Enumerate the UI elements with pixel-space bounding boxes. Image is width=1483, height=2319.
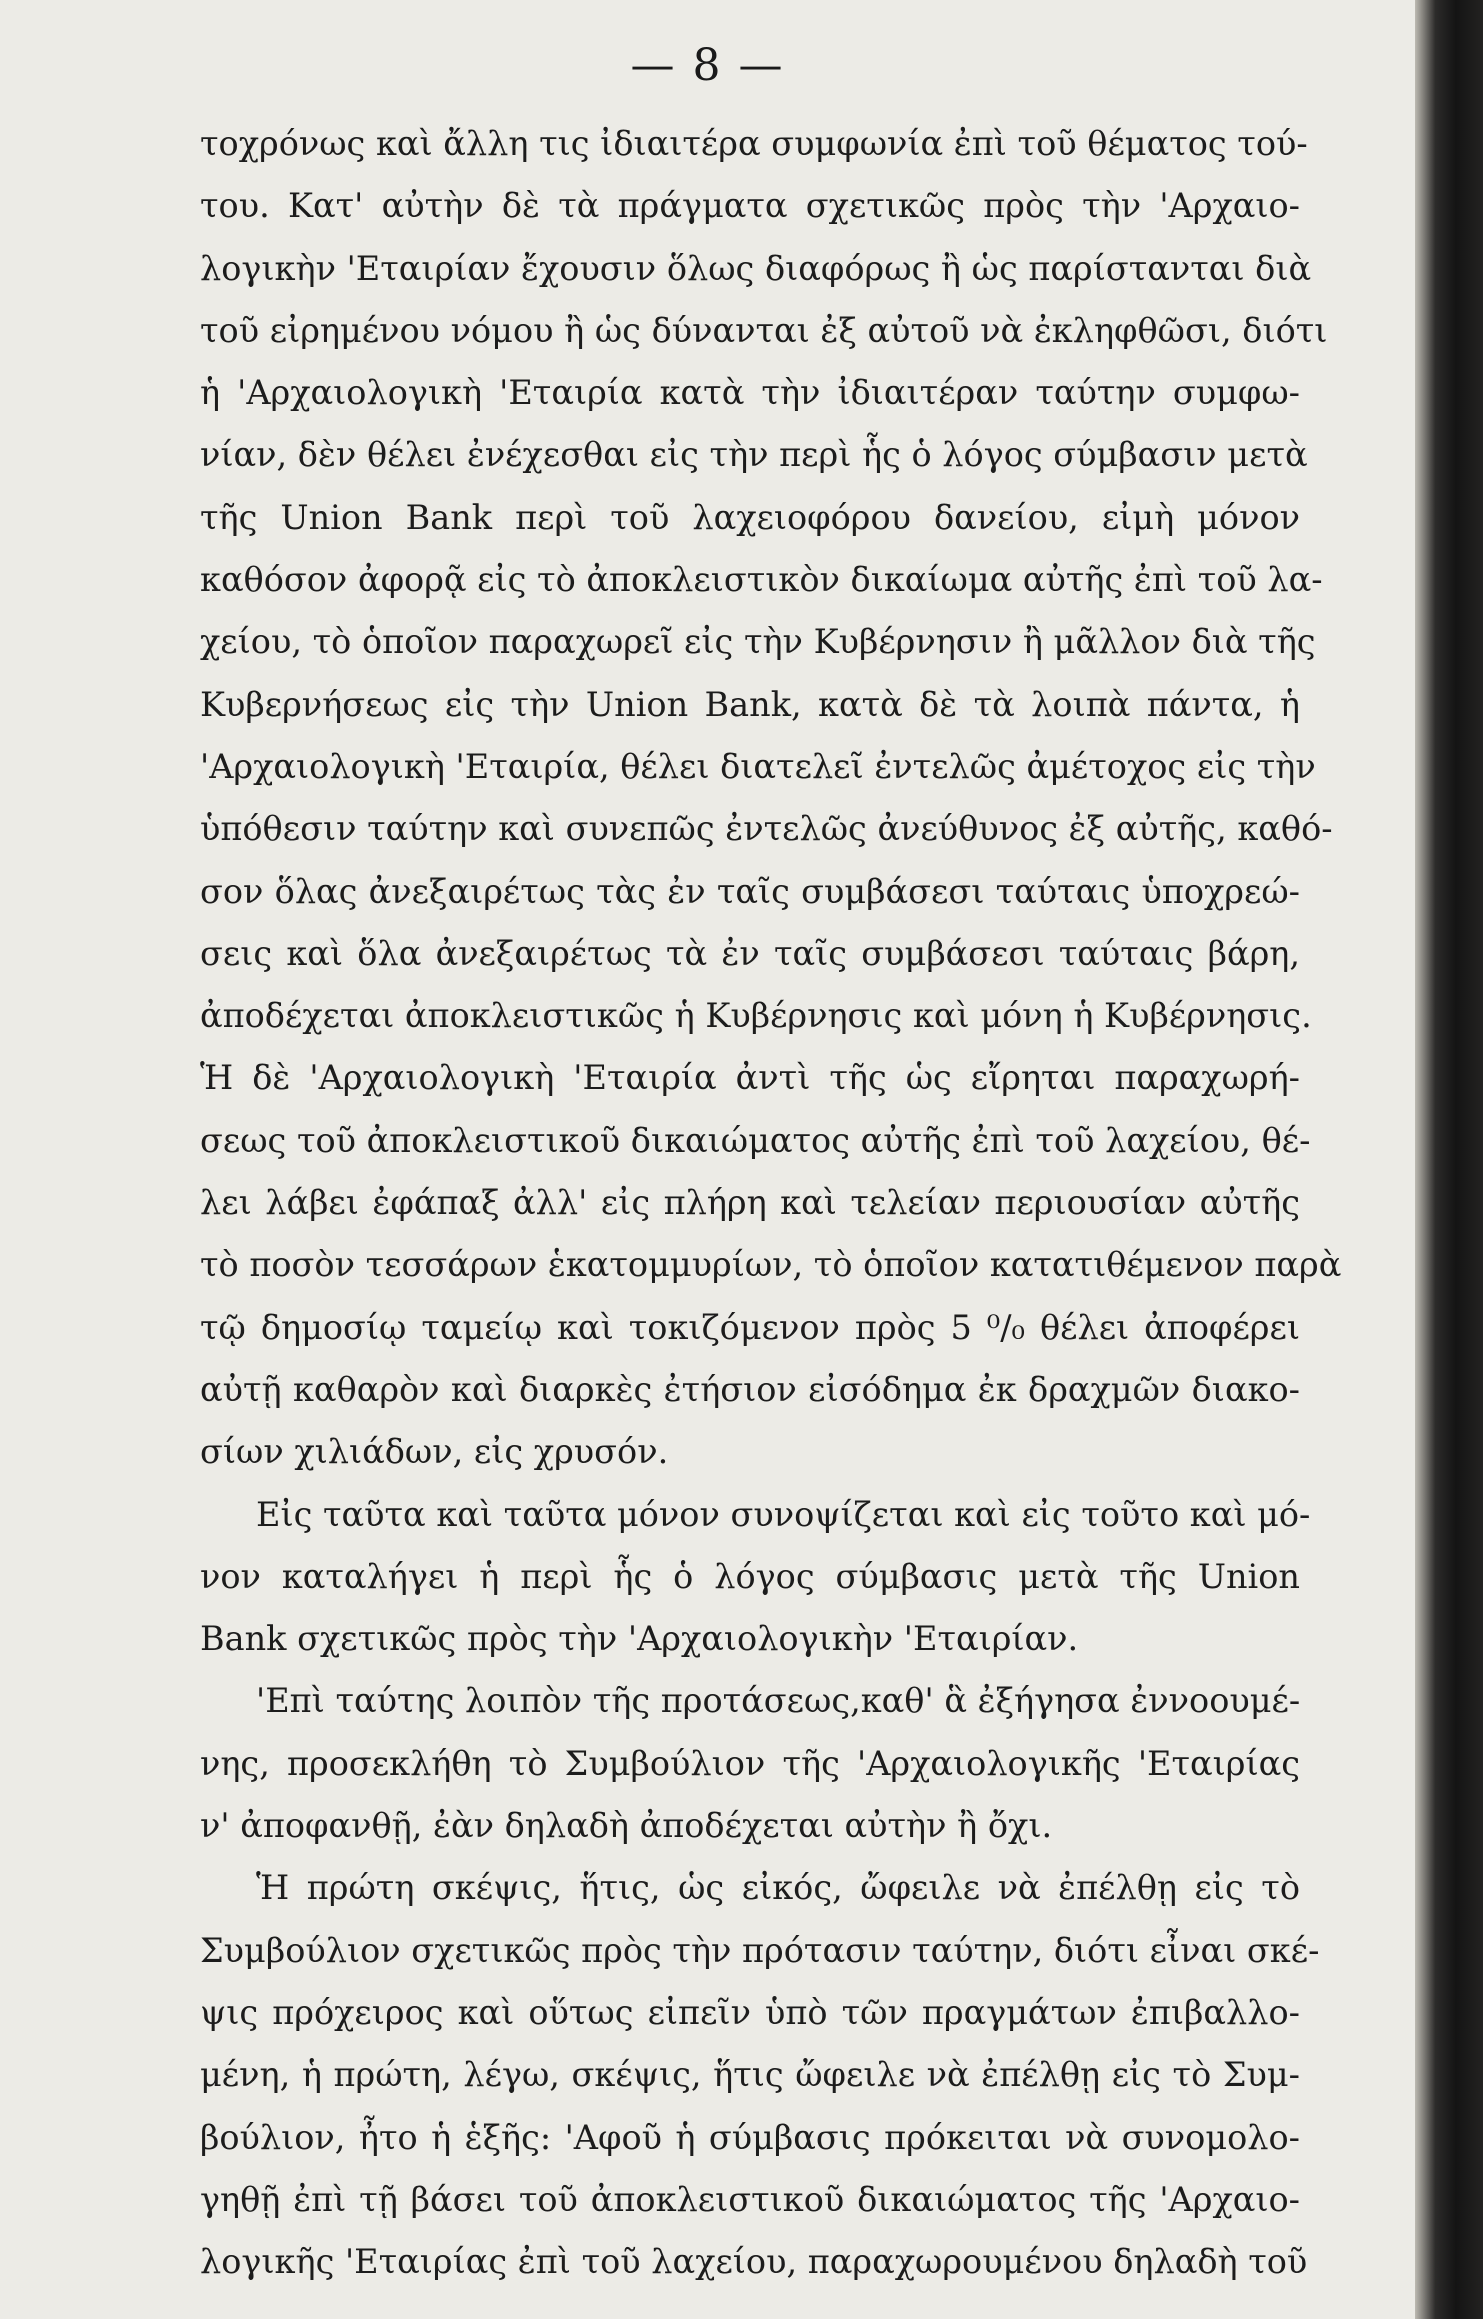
text-line: βούλιον, ἦτο ἡ ἑξῆς: 'Αφοῦ ἡ σύμβασις πρόκειται νὰ συνομολο- xyxy=(200,2117,1300,2157)
text-line: τῆς Union Bank περὶ τοῦ λαχειοφόρου δανείου, εἰμὴ μόνον xyxy=(200,497,1300,537)
text-line: μένη, ἡ πρώτη, λέγω, σκέψις, ἥτις ὤφειλε νὰ ἐπέλθῃ εἰς τὸ Συμ- xyxy=(200,2055,1300,2095)
text-line: γηθῇ ἐπὶ τῇ βάσει τοῦ ἀποκλειστικοῦ δικαιώματος τῆς 'Αρχαιο- xyxy=(200,2179,1300,2219)
body-text xyxy=(200,113,1342,2293)
text-line: νον καταλήγει ἡ περὶ ἧς ὁ λόγος σύμβασις μετὰ τῆς Union xyxy=(200,1556,1300,1596)
text-line: λει λάβει ἐφάπαξ ἀλλ' εἰς πλήρη καὶ τελείαν περιουσίαν αὐτῆς xyxy=(200,1183,1300,1223)
text-line: νης, προσεκλήθη τὸ Συμβούλιον τῆς 'Αρχαιολογικῆς 'Εταιρίας xyxy=(200,1743,1300,1783)
text-line: σον ὅλας ἀνεξαιρέτως τὰς ἐν ταῖς συμβάσεσι ταύταις ὑποχρεώ- xyxy=(200,871,1300,911)
text-line: τοχρόνως καὶ ἄλλη τις ἰδιαιτέρα συμφωνία ἐπὶ τοῦ θέματος τού- xyxy=(200,124,1308,163)
text-line: λογικῆς 'Εταιρίας ἐπὶ τοῦ λαχείου, παραχωρουμένου δηλαδὴ τοῦ xyxy=(200,2242,1308,2282)
text-line: ἀποδέχεται ἀποκλειστικῶς ἡ Κυβέρνησις καὶ μόνη ἡ Κυβέρνησις. xyxy=(200,996,1312,1036)
text-line: τοῦ εἰρημένου νόμου ἢ ὡς δύνανται ἐξ αὐτοῦ νὰ ἐκληφθῶσι, διότι xyxy=(200,310,1328,350)
text-line: 'Επὶ ταύτης λοιπὸν τῆς προτάσεως,καθ' ἃ ἐξήγησα ἐννοουμέ- xyxy=(256,1681,1301,1721)
text-line: αὐτῇ καθαρὸν καὶ διαρκὲς ἐτήσιον εἰσόδημα ἐκ δραχμῶν διακο- xyxy=(200,1369,1300,1409)
text-line: ν' ἀποφανθῇ, ἐὰν δηλαδὴ ἀποδέχεται αὐτὴν ἢ ὄχι. xyxy=(200,1806,1053,1846)
text-line: σίων χιλιάδων, εἰς χρυσόν. xyxy=(200,1432,669,1472)
text-line: λογικὴν 'Εταιρίαν ἔχουσιν ὅλως διαφόρως ἢ ὡς παρίστανται διὰ xyxy=(200,248,1312,288)
text-line: σεις καὶ ὅλα ἀνεξαιρέτως τὰ ἐν ταῖς συμβάσεσι ταύταις βάρη, xyxy=(200,933,1300,973)
text-line: νίαν, δὲν θέλει ἐνέχεσθαι εἰς τὴν περὶ ἧς ὁ λόγος σύμβασιν μετὰ xyxy=(200,435,1308,475)
text-line: του. Κατ' αὐτὴν δὲ τὰ πράγματα σχετικῶς πρὸς τὴν 'Αρχαιο- xyxy=(200,186,1300,226)
text-line: Ἡ δὲ 'Αρχαιολογικὴ 'Εταιρία ἀντὶ τῆς ὡς εἴρηται παραχωρή- xyxy=(200,1058,1300,1098)
page-number: — 8 — xyxy=(630,40,785,91)
text-line: Κυβερνήσεως εἰς τὴν Union Bank, κατὰ δὲ τὰ λοιπὰ πάντα, ἡ xyxy=(200,684,1300,724)
text-line: Συμβούλιον σχετικῶς πρὸς τὴν πρότασιν ταύτην, διότι εἶναι σκέ- xyxy=(200,1930,1320,1970)
text-line: τῷ δημοσίῳ ταμείῳ καὶ τοκιζόμενον πρὸς 5 ⁰/₀ θέλει ἀποφέρει xyxy=(200,1307,1300,1347)
text-line: Εἰς ταῦτα καὶ ταῦτα μόνον συνοψίζεται καὶ εἰς τοῦτο καὶ μό- xyxy=(256,1494,1311,1534)
text-line: ἡ 'Αρχαιολογικὴ 'Εταιρία κατὰ τὴν ἰδιαιτέραν ταύτην συμφω- xyxy=(200,373,1300,413)
text-line: καθόσον ἀφορᾷ εἰς τὸ ἀποκλειστικὸν δικαίωμα αὐτῆς ἐπὶ τοῦ λα- xyxy=(200,560,1323,600)
book-spine-shadow xyxy=(1415,0,1483,2319)
text-line: χείου, τὸ ὁποῖον παραχωρεῖ εἰς τὴν Κυβέρνησιν ἢ μᾶλλον διὰ τῆς xyxy=(200,622,1316,662)
text-line: ὑπόθεσιν ταύτην καὶ συνεπῶς ἐντελῶς ἀνεύθυνος ἐξ αὐτῆς, καθό- xyxy=(200,809,1333,849)
text-line: Bank σχετικῶς πρὸς τὴν 'Αρχαιολογικὴν 'Εταιρίαν. xyxy=(200,1619,1079,1659)
text-line: τὸ ποσὸν τεσσάρων ἑκατομμυρίων, τὸ ὁποῖον κατατιθέμενον παρὰ xyxy=(200,1245,1342,1285)
text-line: ψις πρόχειρος καὶ οὕτως εἰπεῖν ὑπὸ τῶν πραγμάτων ἐπιβαλλο- xyxy=(200,1992,1300,2032)
text-line: σεως τοῦ ἀποκλειστικοῦ δικαιώματος αὐτῆς ἐπὶ τοῦ λαχείου, θέ- xyxy=(200,1120,1311,1160)
text-line: Ἡ πρώτη σκέψις, ἥτις, ὡς εἰκός, ὤφειλε νὰ ἐπέλθῃ εἰς τὸ xyxy=(256,1868,1300,1908)
text-line: 'Αρχαιολογικὴ 'Εταιρία, θέλει διατελεῖ ἐντελῶς ἀμέτοχος εἰς τὴν xyxy=(200,746,1316,786)
